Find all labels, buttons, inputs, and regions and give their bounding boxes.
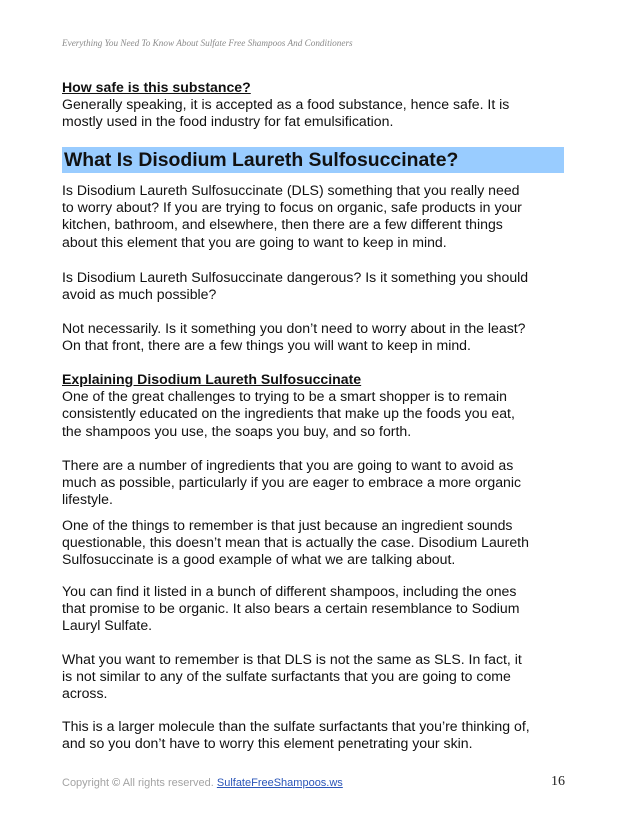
text-line: You can find it listed in a bunch of different shampoos, including the ones xyxy=(62,583,517,599)
text-line: is not similar to any of the sulfate surfactants that you are going to come xyxy=(62,668,511,685)
paragraph xyxy=(62,371,515,440)
paragraph xyxy=(62,583,520,635)
paragraph xyxy=(62,182,522,251)
paragraph xyxy=(62,651,522,703)
text-line: This is a larger molecule than the sulfate surfactants that you’re thinking of, xyxy=(62,718,530,734)
copyright-label: Copyright xyxy=(62,777,110,789)
text-line: and so you don’t have to worry this element penetrating your skin. xyxy=(62,735,473,752)
paragraph xyxy=(62,517,529,569)
text-line: avoid as much possible? xyxy=(62,286,217,303)
copyright-icon: © xyxy=(112,777,121,789)
paragraph-text xyxy=(62,182,522,251)
text-line: One of the great challenges to trying to be a smart shopper is to remain xyxy=(62,388,507,405)
text-line: the shampoos you use, the soaps you buy, and so forth. xyxy=(62,422,412,439)
safe-heading: How safe is this substance? xyxy=(62,79,251,95)
paragraph-text xyxy=(62,517,529,569)
text-line: Lauryl Sulfate. xyxy=(62,617,153,634)
safe-section xyxy=(62,79,509,131)
paragraph-text xyxy=(62,583,520,635)
text-line: Is Disodium Laureth Sulfosuccinate dangerous? Is it something you should xyxy=(62,269,529,285)
paragraph xyxy=(62,718,530,752)
paragraph xyxy=(62,320,526,354)
section-heading: What Is Disodium Laureth Sulfosuccinate? xyxy=(64,149,459,171)
text-line: mostly used in the food industry for fat emulsification. xyxy=(62,113,394,130)
paragraph-text xyxy=(62,320,526,354)
paragraph xyxy=(62,269,528,303)
safe-heading-para xyxy=(62,79,509,131)
text-line: Generally speaking, it is accepted as a food substance, hence safe. It is xyxy=(62,96,510,113)
rights-text: All rights reserved. xyxy=(122,777,214,789)
site-link[interactable]: SulfateFreeShampoos.ws xyxy=(216,777,343,789)
text-line: to worry about? If you are trying to focus on organic, safe products in your xyxy=(62,199,522,216)
text-line: consistently educated on the ingredients that make up the foods you eat, xyxy=(62,405,515,422)
text-line: On that front, there are a few things you will want to keep in mind. xyxy=(62,337,471,354)
text-line: Not necessarily. Is it something you don’t need to worry about in the least? xyxy=(62,320,526,336)
text-line: There are a number of ingredients that you are going to want to avoid as xyxy=(62,457,514,473)
text-line: Is Disodium Laureth Sulfosuccinate (DLS) something that you really need xyxy=(62,182,520,198)
running-header: Everything You Need To Know About Sulfate Free Shampoos And Conditioners xyxy=(62,38,353,48)
text-line: across. xyxy=(62,685,108,702)
paragraph-text xyxy=(62,371,515,440)
text-line: questionable, this doesn’t mean that is actually the case. Disodium Laureth xyxy=(62,534,529,551)
text-line: One of the things to remember is that just because an ingredient sounds xyxy=(62,517,513,533)
page-number: 16 xyxy=(551,774,565,789)
explain-heading: Explaining Disodium Laureth Sulfosuccinate xyxy=(62,371,362,387)
text-line: much as possible, particularly if you are eager to embrace a more organic xyxy=(62,474,522,491)
page-footer xyxy=(62,777,343,789)
text-line: What you want to remember is that DLS is not the same as SLS. In fact, it xyxy=(62,651,522,667)
text-line: that promise to be organic. It also bears a certain resemblance to Sodium xyxy=(62,600,520,617)
text-line: Sulfosuccinate is a good example of what we are talking about. xyxy=(62,551,456,568)
text-line: kitchen, bathroom, and elsewhere, then there are a few different things xyxy=(62,216,503,233)
text-line: about this element that you are going to want to keep in mind. xyxy=(62,233,447,250)
paragraph-text xyxy=(62,651,522,703)
paragraph-text xyxy=(62,457,521,509)
text-line: lifestyle. xyxy=(62,491,113,508)
paragraph-text xyxy=(62,269,528,303)
paragraph xyxy=(62,457,521,509)
paragraph-text xyxy=(62,718,530,752)
